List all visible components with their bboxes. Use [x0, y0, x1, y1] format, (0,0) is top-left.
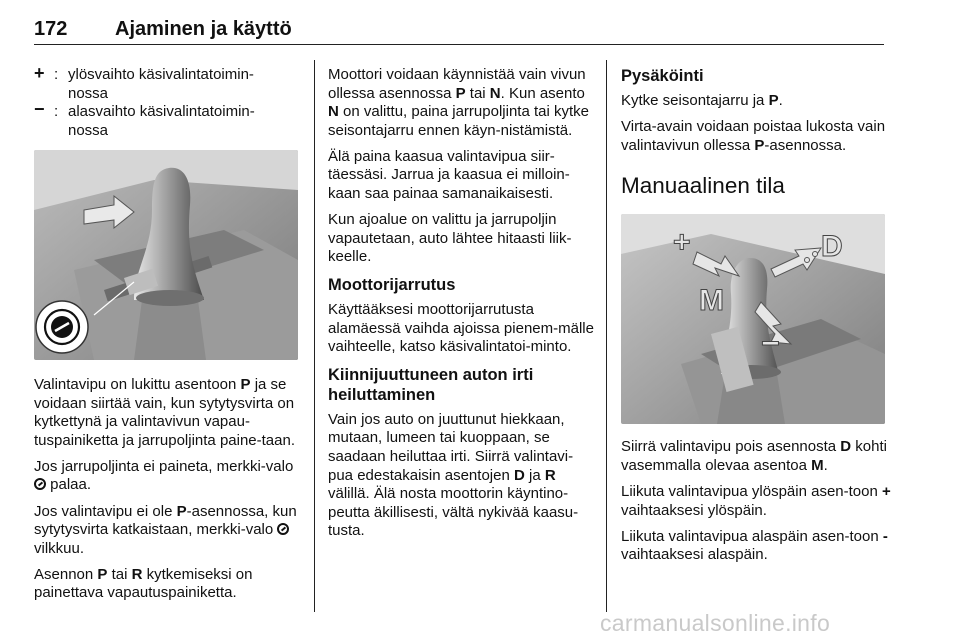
minus-icon: −: [34, 99, 45, 119]
paragraph-creep: Kun ajoalue on valittu ja jarrupoljin vapautetaan, auto lähtee hitaasti liik-keelle.: [328, 211, 572, 266]
paragraph-upshift: Liikuta valintavipua ylöspäin asen-toon + vaihtaaksesi ylöspäin.: [621, 482, 891, 519]
paragraph-throttle: Älä paina kaasua valintavipua siir-täessäsi. Jarrua ja kaasua ei milloin-kaan saa painaa samanaikaisesti.: [328, 147, 570, 203]
gear-selector-figure: [34, 150, 298, 360]
paragraph-lock: Valintavipu on lukittu asentoon P ja se voidaan siirtää vain, kun sytytysvirta on kytkettynä ja valintavivun vapau-tuspainiketta ja jarrupoljinta paine-taan.: [34, 376, 295, 449]
label-minus: −: [761, 325, 780, 362]
manual-mode-figure: [621, 214, 885, 424]
heading-parking: Pysäköinti: [621, 67, 704, 85]
legend-plus: [34, 63, 300, 103]
paragraph-key: Virta-avain voidaan poistaa lukosta vain valintavivun ollessa P-asennossa.: [621, 118, 886, 154]
legend-colon: :: [54, 103, 59, 120]
page-title: Ajaminen ja käyttö: [115, 18, 292, 40]
legend-plus-line1: ylösvaihto käsivalintatoimin-: [68, 66, 254, 83]
paragraph-park-brake: Kytke seisontajarru ja P.: [621, 92, 783, 109]
paragraph-downshift: Liikuta valintavipua alaspäin asen-toon - vaihtaaksesi alaspäin.: [621, 527, 888, 564]
brake-warning-icon: [34, 478, 46, 490]
paragraph-brake: Jos jarrupoljinta ei paineta, merkki-valo palaa.: [34, 457, 294, 494]
paragraph-move-to-m: Siirrä valintavipu pois asennosta D kohti vasemmalla olevaa asentoa M.: [621, 438, 887, 474]
label-plus: +: [673, 226, 691, 260]
column-1: [34, 63, 300, 602]
paragraph-release: Asennon P tai R kytkemiseksi on painettava vapautuspainiketta.: [34, 565, 253, 602]
column-3: [621, 66, 891, 572]
paragraph-start: Moottori voidaan käynnistää vain vivun ollessa asennossa P tai N. Kun asento N on valittu, paina jarrupoljinta tai kytke seisontajarru ennen käyn-nistämistä.: [328, 66, 589, 139]
heading-stuck-vehicle: Kiinnijuuttuneen auton irti heiluttaminen: [328, 365, 534, 404]
manual-mode-illustration: [621, 214, 885, 424]
plus-icon: +: [34, 63, 45, 83]
legend-minus-text: [68, 103, 300, 140]
paragraph-rocking: Vain jos auto on juuttunut hiekkaan, mutaan, lumeen tai kuoppaan, se saadaan heiluttaa irti. Siirrä valintavi-pua edestakaisin asentojen D ja R välillä. Älä nosta moottorin käyntino-peutta äkillisesti, vältä nykivää kaasu-tusta.: [328, 410, 579, 540]
paragraph-ignition: Jos valintavipu ei ole P-asennossa, kun sytytysvirta katkaistaan, merkki-valo vilkkuu.: [34, 502, 297, 557]
column-divider-1: [314, 60, 315, 612]
legend-colon: :: [54, 66, 59, 83]
label-m: M: [699, 284, 724, 318]
label-d: D: [821, 230, 843, 264]
legend-plus-line2: nossa: [68, 84, 109, 102]
heading-manual-mode: Manuaalinen tila: [621, 173, 785, 199]
legend-minus-line1: alasvaihto käsivalintatoimin-: [68, 103, 255, 120]
watermark: carmanualsonline.info: [600, 610, 831, 636]
column-divider-2: [606, 60, 607, 612]
paragraph-engine-brake: Käyttääksesi moottorijarrutusta alamäessä vaihda ajoissa pienem-mälle vaihteelle, katso käsivalintatoi-minto.: [328, 300, 594, 356]
legend-minus: [34, 99, 300, 140]
legend-plus-text: [68, 66, 300, 103]
gear-selector-illustration: [34, 150, 298, 360]
brake-warning-icon: [277, 523, 289, 535]
heading-engine-brake: Moottorijarrutus: [328, 275, 456, 294]
legend-minus-line2: nossa: [68, 121, 109, 139]
page-number: 172: [34, 18, 68, 40]
page-header: [34, 14, 884, 45]
column-2: [328, 66, 594, 548]
